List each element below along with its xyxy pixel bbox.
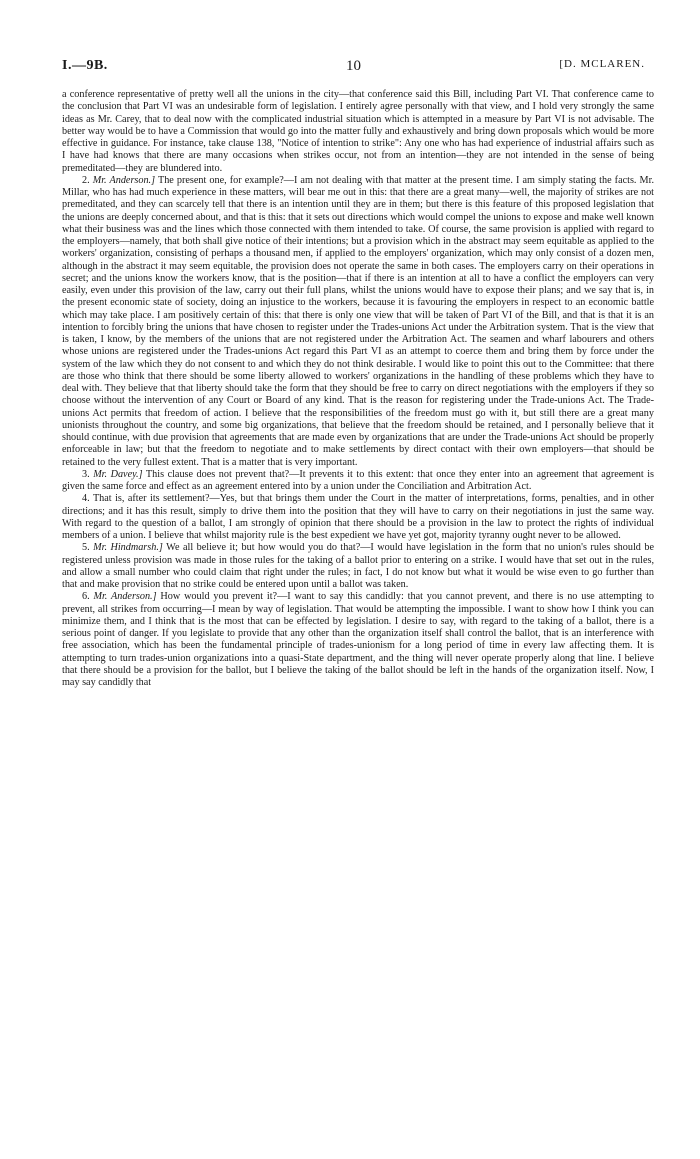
paragraph	[62, 591, 654, 689]
paragraph-text: The present one, for example?—I am not dealing with that matter at the present time. I am simply stating the facts. Mr. Millar, who has had much experience in these matters, will bear me out in this: that there are a great many—well, the majority of strikes are not premeditated, and they can scarcely tell that there is an intention until they are in them; but there is this feature of this proposed legislation that the unions are deeply concerned about, and that is this: that it sets out directions which would compel the unions to expose and make well known what their business was and the lines which those connected with them intended to take. Of course, the same provision is applied with regard to the employers—namely, that both shall give notice of their intentions; but a provision which in the abstract may seem equitable as applied to the workers' organization, consisting of perhaps a thousand men, if applied to the employers' organization, which may only consist of a dozen men, although in the abstract it may seem equitable, the provision does not operate the same in both cases. The employers carry on their operations in secret; and the unions know the workers know, that is the position—that if there is an intention at all to have a conflict the employers can very easily, even under this provision of the law, carry out their full plans, whilst the unions would have to expose their plans; and we say that is, in the present economic state of society, doing an injustice to the workers, because it is favouring the employers in respect to an economic battle which may take place. I am positively certain of this: that there is only one view that will be taken of Part VI of the Bill, and that is that it is an intention to forcibly bring the unions that have chosen to register under the Trades-unions Act under the Arbitration system. That is the view that is taken, I know, by the members of the unions that are not registered under the Arbitration Act. The seamen and wharf labourers and others whose unions are registered under the Trades-unions Act regard this Part VI as an attempt to coerce them and bring them by force under the system of the law which they do not consent to and which they do not think desirable. I would like to point this out to the Committee: that there are those who think that there should be some liberty allowed to workers' organizations in the handling of these problems which they have to deal with. They believe that that liberty should take the form that they should be free to carry on direct negotiations with the employers if they so choose without the intervention of any Court or Board of any kind. That is the reason for registering under the Trade-unions Act. The Trade-unions Act permits that freedom of action. I believe that the responsibilities of the freedom must go with it, but still there are a great many unionists throughout the country, and some big organizations, that believe that the freedom should be retained, and I personally believe that it should continue, with due provision that agreements that are made even by organizations that are under the Trade-unions Act should be properly enforceable in law; but that the freedom to negotiate and to make settlements by direct contact with their own employers—that should be retained to the very fullest extent. That is a matter that is very important.	[62, 174, 654, 468]
question-number: 3.	[82, 468, 90, 480]
speaker-name: Mr. Davey.]	[93, 468, 143, 480]
paragraph	[62, 493, 654, 542]
question-number: 4.	[82, 493, 90, 505]
paper-reference: I.—9B.	[62, 58, 108, 73]
speaker-name: Mr. Anderson.]	[93, 591, 157, 603]
paragraph	[62, 175, 654, 469]
speaker-name: Mr. Anderson.]	[92, 174, 156, 186]
paragraph	[62, 542, 654, 591]
question-number: 2.	[82, 174, 90, 186]
page-number: 10	[346, 58, 361, 74]
paragraph-text: a conference representative of pretty well all the unions in the city—that conference said this Bill, including Part VI. That conference came to the conclusion that Part VI was an undesirable form of legislation. I entirely agree personally with that view, and I hold very strongly the same ideas as Mr. Carey, that to deal now with the complicated industrial situation which is attempted in a measure by Part VI is not advisable. The better way would be to have a Commission that would go into the matter fully and exhaustively and bring down proposals which would be more effective in guidance. For instance, take clause 138, "Notice of intention to strike": Any one who has had experience of industrial affairs such as I have had knows that there are many occasions when strikes occur, not from an intention—they are not intended in the sense of being premeditated—they are blundered into.	[62, 89, 654, 174]
page-header	[62, 58, 645, 80]
paragraph-text: We all believe it; but how would you do that?—I would have legislation in the form that no union's rules should be registered unless provision was made in those rules for the taking of a ballot prior to entering on a strike. I would have that set out in the rules, and allow a small number who could claim that right under the rules; in fact, I do not know but what it would be wise even to go further than that and make provision that no strike could be entered upon until a ballot was taken.	[62, 542, 654, 590]
speaker-name: Mr. Hindmarsh.]	[93, 542, 163, 554]
paragraph-text: This clause does not prevent that?—It prevents it to this extent: that once they enter into an agreement that agreement is given the same force and effect as an agreement entered into by a union under the Conciliation and Arbitration Act.	[62, 468, 654, 492]
paragraph-text: That is, after its settlement?—Yes, but that brings them under the Court in the matter of interpretations, forms, penalties, and in other directions; and it has this result, simply to drive them into the position that they will have to carry on their negotiations in just the same way. With regard to the question of a ballot, I am strongly of opinion that there should be a provision in the law to protect the rights of individual members of a union. I believe that whilst majority rule is the best expedient we have yet got, majority tyranny ought never to be allowed.	[62, 493, 654, 541]
question-number: 5.	[82, 542, 90, 554]
question-number: 6.	[82, 591, 90, 603]
paragraph	[62, 469, 654, 494]
witness-name: [D. MCLAREN.	[559, 58, 645, 70]
paragraph	[62, 89, 654, 175]
paragraph-text: How would you prevent it?—I want to say this candidly: that you cannot prevent, and there is no use attempting to prevent, all strikes from occurring—I mean by way of legislation. That would be attempting the impossible. I want to show how I think you can minimize them, and I think that is the most that can be effected by legislation. I desire to say, with regard to the taking of a ballot, there is a serious point of danger. If you legislate to provide that any other than the organization itself shall control the ballot, that is an interference with free association, which has been the fundamental principle of trades-unionism for a long period of time in every law affecting them. It is attempting to turn trades-union organizations into a quasi-State department, and the thing will never operate properly along that line. I believe that there should be a provision for the ballot, but I believe the taking of the ballot should be left in the hands of the organization itself. Now, I may say candidly that	[62, 591, 654, 688]
evidence-text	[62, 89, 654, 689]
